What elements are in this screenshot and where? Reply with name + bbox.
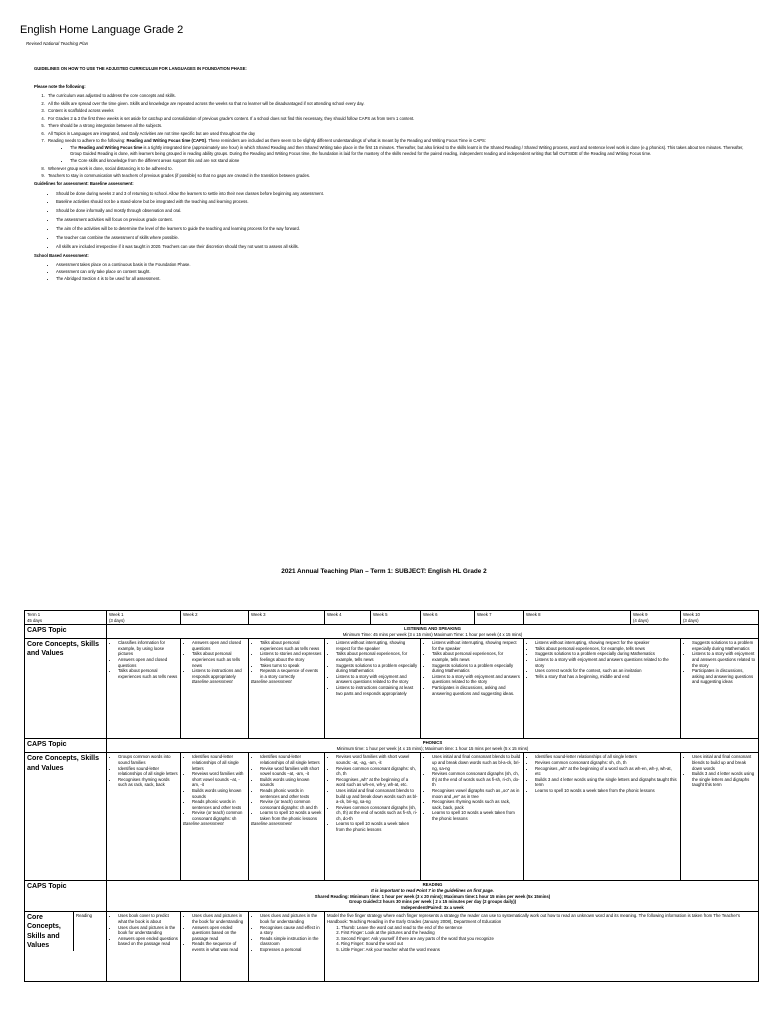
core-label: Core Concepts, Skills and Values (25, 639, 107, 739)
skill-item: • Talks about personal experiences such as tells news (260, 640, 322, 651)
note-item: 8. Wherever group work is done, social distancing is to be adhered to. (46, 166, 754, 172)
note-item: 1. The curriculum was adjusted to address the core concepts and skills. (46, 93, 754, 99)
note7-text: Reading needs to adhere to the following: (48, 138, 127, 144)
skill-item: • Learns to spell 10 words a week taken from the phonic lessons (336, 821, 418, 832)
baseline-item: • Should be done informally and mostly through observation and oral. (56, 208, 754, 214)
skill-item: • Uses initial and final consonant blends to build up and break down words such as bl-a-ck, bri-ng, sa-ng (432, 754, 521, 771)
reading-core-label-cell (25, 912, 107, 982)
skill-item: • Listens to a story with enjoyment and answers questions related to the story (432, 674, 521, 685)
skill-item: • Recognises cause and effect in a story (260, 925, 322, 936)
five-finger-list (327, 925, 756, 953)
skill-item: • Talks about personal experiences, for example, tells news (432, 651, 521, 662)
skill-item: • Suggests solutions to a problem especially during Mathematics (432, 663, 521, 674)
caps-topic-label: CAPS Topic (25, 739, 107, 753)
sba-item: • The Abridged Section 4 is to be used for all assessment. (56, 276, 754, 282)
listening-core-row (25, 639, 759, 739)
note-item: 6. All Topics in Languages are integrated, and Daily Activities are not time specific but are used throughout the day (46, 131, 754, 137)
core-label: Core Concepts, Skills and Values (25, 753, 107, 881)
skill-item: • Uses initial and final consonant blends to build up and break down words such as bl-a-ck, bri-ng, sa-ng (336, 788, 418, 805)
skill-item: • Recognises vowel digraphs such as „oo‟ as in moon and „ee‟ as in tree (432, 788, 521, 799)
skill-item: • Reads phonic words in sentences and other texts (192, 799, 246, 810)
skill-item: • Listens to a story with enjoyment and answers questions related to the story (535, 657, 678, 668)
skill-item: • Uses clues and pictures in the book for understanding (118, 925, 178, 936)
baseline-item: • Baseline activities should not be a stand-alone but be integrated with the teaching and learning process. (56, 199, 754, 205)
skill-item: • Listens without interrupting, showing respect for the speaker (432, 640, 521, 651)
week-header (681, 611, 759, 625)
term-days: 45 days (27, 617, 43, 623)
reading-shared-time: Shared Reading: Minimum time: 1 hour per week (3 x 20 mins); Maximum time:1 hour 15 mins per week (5x 15mins) (314, 893, 551, 899)
reading-week3 (249, 912, 325, 982)
note7-bullet-bold: Reading and Writing Focus time (78, 145, 143, 151)
week-label: Week 9 (633, 612, 648, 617)
guidelines-section (34, 66, 754, 284)
baseline-item: • The assessment activities will focus on previous grade content. (56, 217, 754, 223)
skill-item: • Tells a story that has a beginning, middle and end (535, 674, 678, 680)
core-label: Core Concepts, Skills and Values (27, 914, 61, 949)
listening-week3 (249, 639, 325, 739)
listening-week1 (107, 639, 181, 739)
caps-topic-row (25, 625, 759, 639)
week-header: Week 6 (421, 611, 475, 625)
skill-item: • Revises common consonant digraphs: sh, ch, th (535, 760, 678, 766)
skill-item: • Reads phonic words in sentences and other texts (260, 788, 322, 799)
reading-strategy-cell (325, 912, 759, 982)
week-days: (3 days) (109, 617, 125, 623)
term-cell (25, 611, 107, 625)
skill-item: • Uses initial and final consonant blends to build up and break down words (692, 754, 756, 771)
skill-item: • Recognises rhyming words such as rack, sack, back (118, 777, 178, 788)
listening-week10 (681, 639, 759, 739)
skill-item: • Learns to spell 10 words a week taken from the phonic lessons (260, 810, 322, 821)
note7-bullets (48, 145, 754, 164)
skill-item: • Listens to a story with enjoyment and answers questions related to the story (336, 674, 418, 685)
listening-topic-cell (107, 625, 759, 639)
guidelines-heading: GUIDELINES ON HOW TO USE THE ADJUSTED CURRICULUM FOR LANGUAGES IN FOUNDATION PHASE: (34, 66, 247, 71)
skill-item: • Uses clues and pictures in the book for understanding (260, 913, 322, 924)
note7-bullet-prefix: The (70, 145, 79, 151)
skill-item: • Identifies sound-letter relationships of all single letters (192, 754, 246, 771)
skill-item: • Classifies information for example, by using loose pictures (118, 640, 178, 657)
phonics-week3 (249, 753, 325, 881)
skill-item: • Recognises „wh‟ at the beginning of a word such as wh-en, wh-y, wh-at, etc (535, 766, 678, 777)
phonics-title: PHONICS (422, 740, 443, 746)
skill-item: • Participates in discussions, asking and answering questions and suggesting ideas. (432, 685, 521, 696)
skill-item: • Takes turns to speak (260, 663, 322, 669)
document-title: English Home Language Grade 2 (20, 24, 184, 36)
skill-item: • Identifies sound-letter relationships of all single letters (118, 766, 178, 777)
baseline-heading: Guidelines for assessment: Baseline assessment: (34, 181, 134, 187)
phonics-week8-9 (524, 753, 681, 881)
skill-item: • Repeats a sequence of events in a story correctly (260, 668, 322, 679)
skill-item: • Listens to instructions containing at least two parts and responds appropriately (336, 685, 418, 696)
baseline-item: • Should be done during weeks 2 and 3 of returning to school. Allow the learners to settle into their new classes before beginning any assessment. (56, 191, 754, 197)
teaching-plan-table (24, 610, 759, 982)
note7-bold: Reading and Writing Focus time (CAPS) (126, 138, 206, 144)
caps-topic-label: CAPS Topic (25, 881, 107, 912)
skill-item: • Revises common consonant digraphs (sh, ch, th) at the end of words such as fi-sh, ri-ch, do-th (336, 805, 418, 822)
reading-strategy-text: Model the five finger strategy where each finger represents a strategy the reader can use to systematically work out how to read an unknown word and its meaning. The following information is taken from The Teacher's Handbook: Teaching Reading in the Early Grades (January 2008), Department of Education (327, 913, 741, 924)
reading-topic-cell (107, 881, 759, 912)
listening-week2 (181, 639, 249, 739)
plan-title: 2021 Annual Teaching Plan – Term 1: SUBJECT: English HL Grade 2 (281, 568, 487, 575)
skill-item: • Builds words using known sounds (260, 777, 322, 788)
finger-step: 4. Ring Finger: Sound the word out (341, 941, 756, 947)
skill-item: • Learns to spell 10 words a week taken from the phonic lessons (432, 810, 521, 821)
note-item: 2. All the skills are spread over the time given. Skills and knowledge are repeated across the weeks so that no learner will be disadvantaged if not attending school every day. (46, 101, 754, 107)
listening-time: Minimum Time: 45 mins per week (3 x 15 mins) Maximum Time: 1 hour per week (4 x 15 mins) (342, 631, 523, 637)
baseline-item: • All skills are included irrespective if it was taught in 2020. Teachers can use their discretion should they not want to assess all skills. (56, 244, 754, 250)
reading-week1 (107, 912, 181, 982)
skill-item: • Answers open ended questions based on the passage read (118, 936, 178, 947)
reading-independent-time: Independent/Paired: 3x a week (401, 904, 464, 910)
skill-item: • Listens to a story with enjoyment and answers questions related to the story (692, 651, 756, 668)
skill-item: • Participates in discussions, asking and answering questions and suggesting ideas (692, 668, 756, 685)
skill-item: • Revises word families with short vowel sounds: -at, -ag, -am, -it (336, 754, 418, 765)
skill-item: • Recognises rhyming words such as rack, sack, back, pack (432, 799, 521, 810)
phonics-week10 (681, 753, 759, 881)
caps-topic-label: CAPS Topic (25, 625, 107, 639)
skill-item: • Learns to spell 10 words a week taken from the phonic lessons (535, 788, 678, 794)
reading-title: READING (422, 882, 443, 888)
skill-item: • Listens to stories and expresses feelings about the story (260, 651, 322, 662)
reading-group-time: Group Guided:2 hours 30 mins per week ( 2 x 15 minutes per day (2 groups daily)) (348, 899, 517, 905)
skill-item: • Listens to instructions and responds appropriately (192, 668, 246, 679)
skill-item: • Revises common consonant digraphs: sh, ch, th (336, 766, 418, 777)
note-item: 9. Teachers to stay in communication with teachers of previous grades (if possible) so that no gaps are created in the transition between grades. (46, 173, 754, 179)
reading-week2 (181, 912, 249, 982)
week-header: Week 3 (249, 611, 325, 625)
week-header (631, 611, 681, 625)
skill-item: • Revises common consonant digraphs (sh, ch, th) at the end of words such as fi-sh, ri-ch, do-th (432, 771, 521, 788)
skill-item: • Builds 3 and 4 letter words using the single letters and digraphs taught this term (692, 771, 756, 788)
skill-item: • Talks about personal experiences, for example, tells news (336, 651, 418, 662)
skill-item: • Answers open and closed questions (192, 640, 246, 651)
reading-sub-label: Reading (73, 912, 106, 950)
assessment-note: Baseline assessment (251, 821, 292, 827)
skill-item: • Expresses a personal (260, 947, 322, 953)
listening-title: LISTENING AND SPEAKING (404, 626, 461, 632)
note-item: 3. Content is scaffolded across weeks (46, 108, 754, 114)
baseline-item: • The aim of the activities will be to determine the level of the learners to guide the teaching and learning process for the way forward. (56, 226, 754, 232)
skill-item: • Builds words using known sounds (192, 788, 246, 799)
caps-topic-row (25, 881, 759, 912)
document-subtitle: Revised National Teaching Plan (26, 41, 89, 46)
listening-week4-5 (325, 639, 421, 739)
assessment-note: Baseline assessment (183, 821, 224, 827)
notes-heading: Please note the following: (34, 84, 86, 90)
phonics-core-row (25, 753, 759, 881)
note7-text-end: . These reminders are included as there seem to be slightly different understandings of what is meant by the Reading and Writing Focus Time in CAPS: (205, 138, 486, 144)
assessment-note: Baseline assessment (251, 679, 292, 685)
week-label: Week 10 (683, 612, 700, 617)
listening-week6-7 (421, 639, 524, 739)
finger-step: 3. Second Finger: Ask yourself if there are any parts of the word that you recognize (341, 936, 756, 942)
sba-item: • Assessment takes place on a continuous basis in the Foundation Phase. (56, 262, 754, 268)
note7-bullet: • The Core skills and knowledge from the different areas support this and are not stand alone (70, 158, 754, 164)
week-days: (4 days) (633, 617, 649, 623)
note-item (46, 138, 754, 164)
skill-item: • Identifies sound-letter relationships of all single letters (535, 754, 678, 760)
skill-item: • Uses correct words for the context, such as an invitation (535, 668, 678, 674)
reading-core-row (25, 912, 759, 982)
note7-bullet (70, 145, 754, 157)
skill-item: • Listens without interrupting, showing respect for the speaker (535, 640, 678, 646)
caps-topic-row (25, 739, 759, 753)
skill-item: • Talks about personal experiences, for example, tells news (535, 646, 678, 652)
sba-list (34, 262, 754, 282)
skill-item: • Talks about personal experiences such as tells news (118, 668, 178, 679)
phonics-topic-cell (107, 739, 759, 753)
finger-step: 2. First Finger: Look at the pictures and the heading (341, 930, 756, 936)
skill-item: • Answers open ended questions based on the passage read (192, 925, 246, 942)
notes-list (34, 93, 754, 179)
week-header: Week 7 (475, 611, 524, 625)
week-header: Week 4 (325, 611, 371, 625)
skill-item: • Suggests solutions to a problem especially during Mathematics (535, 651, 678, 657)
skill-item: • Recognises „wh‟ at the beginning of a word such as wh-en, wh-y, wh-at, etc. (336, 777, 418, 788)
phonics-week6-7 (421, 753, 524, 881)
week-header: Week 5 (371, 611, 421, 625)
baseline-list (34, 191, 754, 250)
header-row (25, 611, 759, 625)
skill-item: • Suggests solutions to a problem especially during Mathematics (336, 663, 418, 674)
note7-bullet-text: is a tightly integrated time (approximately one hour) in which Shared Reading and then Shared Writing take place in the first 15 minutes. Thereafter, but also linked to the skills learnt in the Shared Reading / Shared Writing process, word and sentence level work is done (e.g phonics). This takes about ten minutes. Thereafter, Group Guided Reading is done, with learners being grouped in reading ability groups. During the Reading and Writing Focus time, the foundation is laid for the mastery of the skills needed for the paired reading, independent reading and independent writing that fall OUTSIDE of the Reading and Writing Focus time. (70, 145, 744, 157)
skill-item: • Uses book cover to predict what the book is about (118, 913, 178, 924)
skill-item: • Talks about personal experiences such as tells news (192, 651, 246, 668)
finger-step: 1. Thumb: Leave the word out and read to the end of the sentence (341, 925, 756, 931)
week-header: Week 8 (524, 611, 631, 625)
skill-item: • Groups common words into sound families (118, 754, 178, 765)
phonics-time: Minimum time: 1 hour per week (4 x 15 mins); Maximum time: 1 hour 15 mins per week (5 x 15 mins) (336, 745, 529, 751)
skill-item: • Revise (or teach) common consonant digraphs: ch and th (260, 799, 322, 810)
phonics-week1 (107, 753, 181, 881)
term-label: Term 1 (27, 612, 41, 617)
week-days: (3 days) (683, 617, 699, 623)
skill-item: • Listens without interrupting, showing respect for the speaker (336, 640, 418, 651)
note-item: 4. For Grades 2 & 3 the first three weeks is set aside for catchup and consolidation of previous grade's content. If a school does not find this necessary, they should follow CAPS as from term 1 content. (46, 116, 754, 122)
skill-item: • Revise (or teach) common consonant digraphs: sh (192, 810, 246, 821)
skill-item: • Reads the sequence of events in what was read (192, 941, 246, 952)
skill-item: • Reveiws word families with short vowel sounds –at, -am, -it (192, 771, 246, 788)
skill-item: • Reads simple instruction in the classroom (260, 936, 322, 947)
assessment-note: Baseline assessment (192, 679, 233, 685)
skill-item: • Identifies sound-letter relationships of all single letters (260, 754, 322, 765)
listening-week8-9 (524, 639, 681, 739)
baseline-item: • The teacher can combine the assessment of skills where possible. (56, 235, 754, 241)
phonics-week2 (181, 753, 249, 881)
skill-item: • Revise word families with short vowel sounds –at, -am, -it (260, 766, 322, 777)
finger-step: 5. Little Finger: Ask your teacher what the word means (341, 947, 756, 953)
week-header: Week 2 (181, 611, 249, 625)
skill-item: • Uses clues and pictures in the book for understanding (192, 913, 246, 924)
skill-item: • Answers open and closed questions (118, 657, 178, 668)
skill-item: • Builds 3 and 4 letter words using the single letters and digraphs taught this term (535, 777, 678, 788)
reading-note: It is important to read Point 7 in the guidelines on first page. (371, 888, 494, 894)
week-label: Week 1 (109, 612, 124, 617)
sba-heading: School Based Assessment: (34, 252, 89, 258)
sba-item: • Assessment can only take place on content taught. (56, 269, 754, 275)
phonics-week4-5 (325, 753, 421, 881)
skill-item: • Suggests solutions to a problem especially during Mathematics (692, 640, 756, 651)
week-header (107, 611, 181, 625)
note-item: 5. There should be a strong integration between all the subjects. (46, 123, 754, 129)
